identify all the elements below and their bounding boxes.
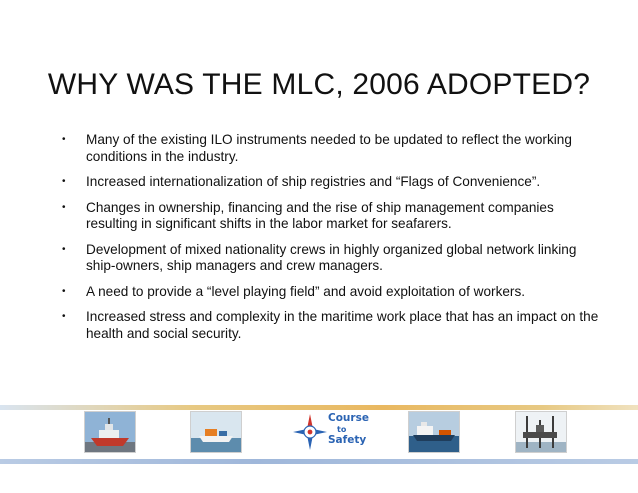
supply-ship-at-sea-photo — [408, 411, 460, 453]
jack-up-rig-photo — [515, 411, 567, 453]
bullet-marker: • — [62, 243, 66, 255]
bullet-marker: • — [62, 285, 66, 297]
bullet-marker: • — [62, 311, 66, 322]
offshore-supply-vessel-photo — [190, 411, 242, 453]
bullet-marker: • — [62, 134, 66, 145]
ship-in-drydock-photo — [84, 411, 136, 453]
bullet-list — [60, 132, 600, 351]
bullet-marker: • — [62, 176, 66, 187]
bullet-item — [60, 132, 600, 165]
bullet-item — [60, 174, 600, 191]
bullet-item — [60, 309, 600, 342]
footer-blue-band — [0, 459, 638, 464]
bullet-marker: • — [62, 201, 66, 213]
logo-wordmark — [328, 413, 369, 446]
bullet-text: Changes in ownership, financing and the rise of ship management companies resulting in significant shifts in the labor market for seafarers. — [86, 199, 554, 231]
slide-title: WHY WAS THE MLC, 2006 ADOPTED? — [47, 68, 591, 101]
bullet-text: Increased stress and complexity in the maritime work place that has an impact on the health and social security. — [86, 309, 599, 341]
logo-word-safety: Safety — [328, 434, 367, 446]
bullet-item — [60, 242, 600, 275]
bullet-text: A need to provide a “level playing field” and avoid exploitation of workers. — [86, 283, 526, 299]
logo-word-course: Course — [328, 412, 369, 424]
bullet-item — [60, 284, 600, 301]
bullet-text: Increased internationalization of ship registries and “Flags of Convenience”. — [86, 174, 541, 189]
compass-emblem-icon — [292, 412, 328, 452]
bullet-text: Development of mixed nationality crews in highly organized global network linking ship-owners, ship managers and crew managers. — [86, 241, 577, 273]
footer-gold-band — [0, 405, 638, 410]
logo-word-to: to — [337, 425, 347, 434]
bullet-text: Many of the existing ILO instruments needed to be updated to reflect the working conditions in the industry. — [86, 132, 572, 164]
bullet-item — [60, 200, 600, 233]
course-to-safety-logo — [292, 412, 368, 452]
